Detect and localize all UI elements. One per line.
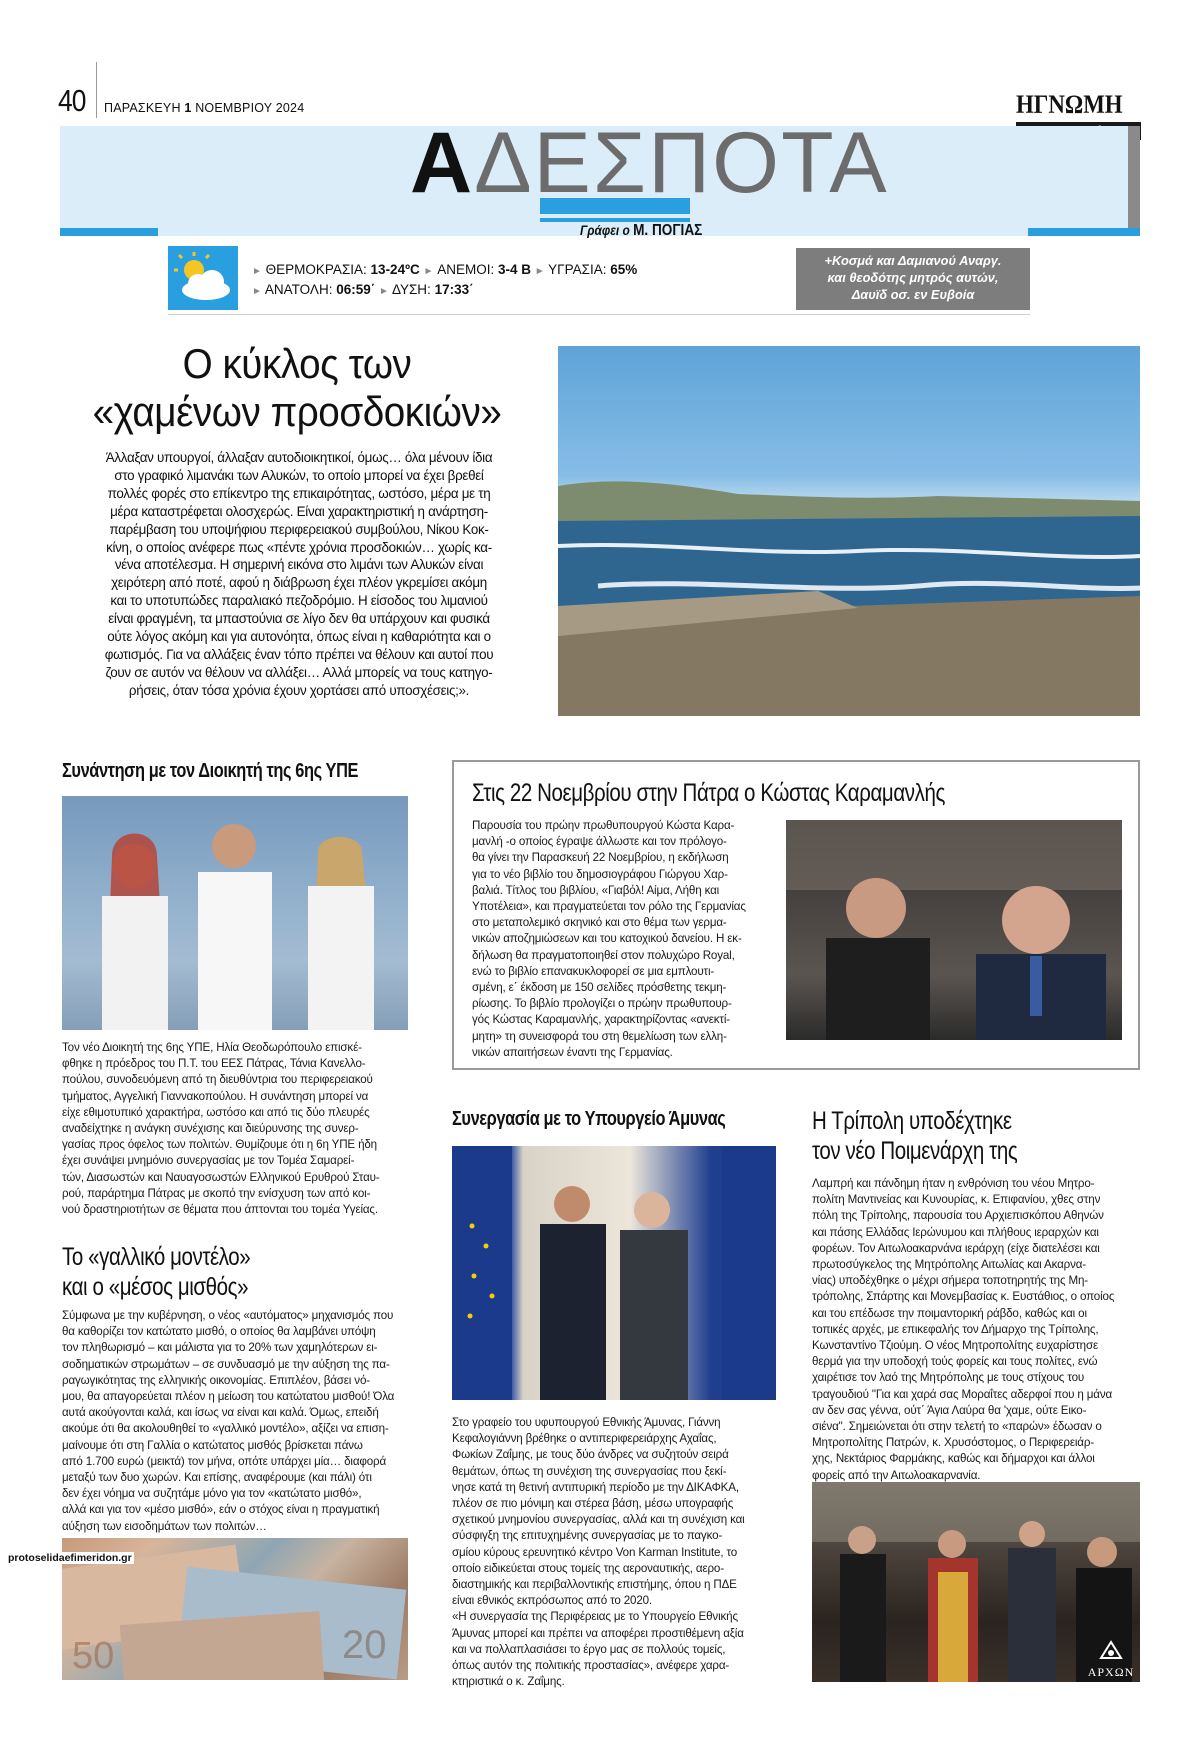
ype-body-line: αναδείχτηκε η ανάγκη συνέχισης και διεύρυνσης της συνερ- bbox=[62, 1122, 359, 1136]
karamanlis-body-line: ρίωσης. Το βιβλίο προλογίζει ο πρώην πρωθυπουρ- bbox=[472, 997, 732, 1011]
karamanlis-title: Στις 22 Νοεμβρίου στην Πάτρα ο Κώστας Καραμανλής bbox=[472, 779, 945, 807]
tripoli-body-line: αν δεν σας γέννα, ούτ΄ Άγια Λαύρα θα 'χαμε, ούτε Εικο- bbox=[812, 1403, 1087, 1417]
tripoli-body-line: Κωνσταντίνο Τζιούμη. Ο νέος Μητροπολίτης ευχαρίστησε bbox=[812, 1339, 1099, 1353]
defense-body-line: σύσφιγξη της επιτυχημένης συνεργασίας με το παγκο- bbox=[452, 1529, 723, 1543]
archon-logo-text: ΑΡΧΩΝ bbox=[1087, 1665, 1135, 1679]
lead-body-line: στο γραφικό λιμανάκι των Αλυκών, το οποίο μπορεί να έχει βρεθεί bbox=[114, 467, 484, 483]
ype-body-line: είχε εθιμοτυπικό χαρακτήρα, ωστόσο και από τις δύο πλευρές bbox=[62, 1105, 370, 1119]
karamanlis-body-line: θα γίνει την Παρασκευή 22 Νοεμβρίου, η εκδήλωση bbox=[472, 851, 729, 865]
french-body-line: αλλά και για τον «μέσο μισθό», εάν ο στόχος είναι η πραγματική bbox=[62, 1503, 380, 1517]
tripoli-body-line: φορέων. Τον Αιτωλοακαρνάνα ιεράρχη (είχε διατελέσει και bbox=[812, 1241, 1100, 1255]
ype-body-line: τμήματος, Αγγελική Γιαννακοπούλου. Η συνάντηση μπορεί να bbox=[62, 1089, 369, 1103]
lead-body-line: Άλλαξαν υπουργοί, άλλαξαν αυτοδιοικητικοί, όμως… όλα μένουν ίδια bbox=[105, 450, 493, 465]
temp-label: ΘΕΡΜΟΚΡΑΣΙΑ: bbox=[265, 262, 371, 277]
ype-body bbox=[62, 1040, 408, 1218]
ype-body-line: πούλου, συνοδευόμενη από τη διευθύντρια του περιφερειακού bbox=[62, 1073, 373, 1087]
french-body-line: μου, θα απαγορεύεται πλέον η μείωση του κατώτατου μισθού! Όλα bbox=[62, 1390, 395, 1404]
coastline-drawing bbox=[558, 346, 1140, 716]
french-body-line: αυτά ακούγονται καλά, και ίσως να είναι και καλά. Όμως, επειδή bbox=[62, 1406, 379, 1420]
tripoli-body-line: σιένα". Σημειώνεται ότι στην τελετή το «παρών» έδωσαν ο bbox=[812, 1420, 1102, 1434]
saints-box bbox=[796, 248, 1030, 310]
ype-body-line: Τον νέο Διοικητή της 6ης ΥΠΕ, Ηλία Θεοδωρόπουλο επισκέ- bbox=[62, 1041, 362, 1054]
ype-photo bbox=[62, 796, 408, 1030]
karamanlis-photo bbox=[786, 820, 1122, 1040]
defense-body-line: κτηριστικά ο κ. Ζαΐμης. bbox=[452, 1675, 565, 1689]
defense-body-line: και να πολλαπλασιάσει το έργο μας σε πολλούς τομείς, bbox=[452, 1642, 726, 1656]
saints-line-1: +Κοσμά και Δαμιανού Αναργ. bbox=[824, 253, 1002, 268]
archon-logo bbox=[1086, 1640, 1136, 1680]
defense-body-line: Άμυνας μπορεί και πρέπει να αποφέρει προστιθέμενη αξία bbox=[452, 1626, 744, 1640]
defense-photo bbox=[452, 1146, 776, 1400]
karamanlis-body-line: Παρουσία του πρώην πρωθυπουργού Κώστα Καρα- bbox=[472, 819, 735, 832]
karamanlis-body-line: μανλή -ο οποίος έγραψε άλλωστε και τον πρόλογο- bbox=[472, 835, 727, 849]
french-title-line-2: και ο «μέσος μισθός» bbox=[62, 1273, 249, 1301]
karamanlis-body-line: σμένη, ε΄ έκδοση με 150 σελίδες πρόσθετης τεκμη- bbox=[472, 981, 727, 995]
banner-right-bar bbox=[1028, 228, 1140, 236]
tripoli-body-line: χης, Νεκτάριος Φαρμάκης, καθώς και δήμαρχοι και άλλοι bbox=[812, 1452, 1095, 1466]
weather-line-1: ► ΘΕΡΜΟΚΡΑΣΙΑ: 13-24ºC ► ΑΝΕΜΟΙ: 3-4 Β ► ΥΓΡΑΣΙΑ: 65% bbox=[252, 262, 638, 277]
tripoli-body bbox=[812, 1176, 1140, 1484]
defense-body-line: διαστημικής και περιβαλλοντικής επιστήμης, όπου η ΠΔΕ bbox=[452, 1578, 737, 1592]
saints-line-2: και θεοδότης μητρός αυτών, bbox=[827, 270, 999, 285]
byline bbox=[580, 222, 702, 240]
page-number: 40 bbox=[58, 83, 86, 118]
french-body-line: τον πληθωρισμό – και μάλιστα για το 20% των χαμηλότερων ει- bbox=[62, 1341, 378, 1355]
sunrise-label: ΑΝΑΤΟΛΗ: bbox=[264, 282, 337, 297]
ype-body-line: τών, Διασωστών και Ναυαγοσωστών Ελληνικού Ερυθρού Σταυ- bbox=[62, 1170, 380, 1184]
tripoli-body-line: νίας) υποδέχθηκε ο μέχρι σήμερα τοποτηρητής της Μη- bbox=[812, 1274, 1089, 1288]
ype-body-line: νού δραστηριοτήτων σε θέματα που άπτονται του τομέα Υγείας. bbox=[62, 1203, 378, 1217]
tripoli-body-line: και πάσης Ελλάδας Ιερώνυμου και πλήθους ιεραρχών και bbox=[812, 1225, 1099, 1239]
issue-date bbox=[104, 101, 304, 115]
svg-text:50: 50 bbox=[72, 1635, 115, 1677]
ype-body-line: γασίας προς όφελος των πολιτών. Θυμίζουμε ότι η 6η ΥΠΕ ήδη bbox=[62, 1138, 377, 1152]
section-title-first: Α bbox=[410, 115, 475, 211]
banner-left-bar bbox=[60, 228, 158, 236]
tripoli-body-line: τραγουδιού "Για και χαρά σας Μοραΐτες αδερφοί που η μάνα bbox=[812, 1387, 1113, 1401]
page-number-divider bbox=[96, 62, 97, 118]
humidity-value: 65% bbox=[610, 262, 638, 277]
tripoli-body-line: τοπικές αρχές, με επικεφαλής τον Δήμαρχο της Τρίπολης, bbox=[812, 1322, 1099, 1336]
lead-body-line: νένα αποτέλεσμα. Η σημερινή εικόνα στο λιμάνι των Αλυκών είναι bbox=[114, 557, 484, 573]
defense-body-line: πλέον σε πιο μόνιμη και στέρεα βάση, μέσω υπογραφής bbox=[452, 1497, 734, 1511]
karamanlis-body-line: στο μεταπολεμικό σκηνικό και στο θέμα των γερμα- bbox=[472, 916, 727, 930]
lead-body-line: πολλές φορές στο επίκεντρο της επικαιρότητας, ωστόσο, μέρα με τη bbox=[107, 485, 491, 501]
svg-text:20: 20 bbox=[342, 1623, 387, 1667]
defense-body-line: Φωκίων Ζαΐμης, με τους δύο άνδρες να συζητούν σειρά bbox=[452, 1448, 729, 1462]
french-body-line: μεταξύ των δυο χωρών. Και επίσης, αναφέρουμε (και πάλι) ότι bbox=[62, 1471, 372, 1485]
lead-headline-line-2: «χαμένων προσδοκιών» bbox=[92, 388, 502, 435]
lead-body-line: παρέμβαση του υποψήφιου περιφερειακού συμβούλου, Νίκου Κοκ- bbox=[109, 521, 489, 537]
sunrise-value: 06:59΄ bbox=[336, 282, 376, 297]
lead-body-line: και το υποτυπώδες παραλιακό πεζοδρόμιο. Η είσοδος του λιμανιού bbox=[110, 593, 488, 609]
weather-line-2: ► ΑΝΑΤΟΛΗ: 06:59΄ ► ΔΥΣΗ: 17:33΄ bbox=[252, 282, 474, 297]
lead-photo-sea bbox=[558, 346, 1140, 716]
archon-emblem-icon bbox=[1099, 1640, 1123, 1660]
defense-body-line: Στο γραφείο του υφυπουργού Εθνικής Άμυνας, Γιάννη bbox=[452, 1416, 721, 1429]
karamanlis-body-line: νικών αποζημιώσεων και του κατοχικού δανείου. Η εκ- bbox=[472, 932, 742, 946]
date-day: 1 bbox=[184, 101, 192, 115]
defense-body-line: οποίο ειδικεύεται στους τομείς της αεροναυτικής, αερο- bbox=[452, 1561, 724, 1575]
defense-body-line: «Η συνεργασία της Περιφέρειας με το Υπουργείο Εθνικής bbox=[452, 1610, 738, 1624]
french-body-line: θα καθορίζει τον κατώτατο μισθό, ο οποίος θα λαμβάνει υπόψη bbox=[62, 1325, 376, 1339]
sunset-label: ΔΥΣΗ: bbox=[391, 282, 435, 297]
lead-body-line: ζουν σε αυτόν να θέλουν να αλλάξει… Αλλά μπορείς να τους κατηγο- bbox=[105, 664, 493, 680]
french-body-line: Σύμφωνα με την κυβέρνηση, ο νέος «αυτόματος» μηχανισμός που bbox=[62, 1309, 394, 1322]
date-rest: ΝΟΕΜΒΡΙΟΥ 2024 bbox=[191, 101, 305, 115]
tripoli-body-line: Λαμπρή και πάνδημη ήταν η ενθρόνιση του νέου Μητρο- bbox=[812, 1177, 1095, 1190]
ype-body-line: φθηκε η πρόεδρος του Π.Τ. του ΕΕΣ Πάτρας, Τάνια Κανελλο- bbox=[62, 1057, 366, 1071]
defense-body-line: όπως αυτόν της πολιτικής προστασίας», ανέφερε χαρα- bbox=[452, 1659, 730, 1673]
byline-prefix: Γράφει ο bbox=[580, 222, 634, 238]
french-body-line: ακούμε ότι θα ακολουθηθεί το «γαλλικό μοντέλο», αξίζει να επιση- bbox=[62, 1422, 389, 1436]
weather-bottom-rule bbox=[168, 314, 1030, 315]
defense-body bbox=[452, 1415, 776, 1690]
tripoli-body-line: θερμά για την υποδοχή τούς φορείς και τους πολίτες, ενώ bbox=[812, 1355, 1098, 1369]
sunset-value: 17:33΄ bbox=[434, 282, 474, 297]
french-body-line: από 1.700 ευρώ (μεικτά) τον μήνα, οπότε υπάρχει μία… διαφορά bbox=[62, 1454, 387, 1468]
section-title bbox=[410, 115, 889, 211]
officials-handshake-drawing bbox=[452, 1146, 776, 1400]
karamanlis-body-line: μητη» τη συνεισφορά του στη θεμελίωση των ελλη- bbox=[472, 1029, 727, 1043]
tripoli-body-line: και του επέδωσε την ποιμαντορική ράβδο, καθώς και οι bbox=[812, 1306, 1087, 1320]
defense-body-line: σμίου κύρους ερευνητικό κέντρο Von Karman Institute, το bbox=[452, 1545, 738, 1559]
french-title-line-1: Το «γαλλικό μοντέλο» bbox=[62, 1243, 251, 1271]
two-men-drawing bbox=[786, 820, 1122, 1040]
wind-value: 3-4 Β bbox=[497, 262, 531, 277]
french-body bbox=[62, 1308, 408, 1535]
tripoli-title bbox=[812, 1106, 1017, 1166]
french-body-line: ραγωγικότητας της ελληνικής οικονομίας. Επιπλέον, βάσει νό- bbox=[62, 1373, 370, 1387]
karamanlis-body-line: γός Κώστας Καραμανλής, χαρακτηρίζοντας «ανεκτί- bbox=[472, 1013, 730, 1027]
french-body-line: δεν έχει νόημα να συζητάμε μόνο για τον «κατώτατο μισθό», bbox=[62, 1487, 362, 1501]
logo-eta: Η bbox=[1016, 90, 1034, 119]
lead-body-line: χειρότερη από ποτέ, αφού η διάβρωση έχει πλέον γκρεμίσει ακόμη bbox=[111, 575, 487, 591]
tripoli-body-line: πρωτοσύγκελος της Μητρόπολης Αιτωλίας και Ακαρνα- bbox=[812, 1258, 1087, 1272]
french-body-line: μαίνουμε ότι στη Γαλλία ο κατώτατος μισθός βρίσκεται πάνω bbox=[62, 1438, 363, 1452]
weather-icon-box bbox=[168, 246, 238, 310]
ype-body-line: ρού, παράρτημα Πάτρας με σκοπό την ενίσχυση των από κοι- bbox=[62, 1186, 371, 1200]
tripoli-body-line: φορείς από την Αιτωλοακαρνανία. bbox=[812, 1468, 981, 1482]
lead-body-line: φωτισμός. Για να αλλάξεις έναν τόπο πρέπει να θέλουν και αυτοί που bbox=[104, 646, 494, 662]
tripoli-body-line: χαιρέτισε τον λαό της Μητρόπολης με τους στίχους του bbox=[812, 1371, 1085, 1385]
french-body-line: σοδηματικών στρωμάτων – σε συνδυασμό με την αύξηση της πα- bbox=[62, 1357, 390, 1371]
newspaper-logo bbox=[1016, 92, 1123, 118]
section-title-rest: ΔΕΣΠΟΤΑ bbox=[474, 115, 889, 211]
karamanlis-body-line: βαλιά. Τίτλος του βιβλίου, «Γιαβόλ! Αίμα, Λήθη και bbox=[472, 883, 720, 897]
ype-body-line: έχει συνάψει μνημόνιο συνεργασίας με τον Τομέα Σαμαρεί- bbox=[62, 1154, 355, 1168]
defense-title: Συνεργασία με το Υπουργείο Άμυνας bbox=[452, 1108, 726, 1130]
defense-body-line: Κεφαλογιάννη βρέθηκε ο αντιπεριφερειάρχης Αχαΐας, bbox=[452, 1432, 717, 1446]
banner-right-edge bbox=[1128, 126, 1140, 228]
french-title bbox=[62, 1242, 250, 1302]
wind-label: ΑΝΕΜΟΙ: bbox=[437, 262, 498, 277]
french-body-line: αύξηση των εισοδημάτων των πολιτών… bbox=[62, 1519, 267, 1533]
byline-name: Μ. ΠΟΓΙΑΣ bbox=[633, 222, 703, 239]
karamanlis-body bbox=[472, 818, 772, 1061]
defense-body-line: σχετικού μνημονίου συνεργασίας, αλλά και τη συνέχιση και bbox=[452, 1513, 745, 1527]
humidity-label: ΥΓΡΑΣΙΑ: bbox=[548, 262, 611, 277]
lead-headline-line-1: Ο κύκλος των bbox=[182, 340, 412, 387]
lead-body-line: μέρα καταστρέφεται ολοσχερώς. Είναι χαρακτηριστική η ανάρτηση- bbox=[110, 503, 488, 519]
tripoli-body-line: πολίτη Μαντινείας και Κυνουρίας, κ. Επιφανίου, χθες στην bbox=[812, 1193, 1101, 1207]
temp-value: 13-24ºC bbox=[370, 262, 420, 277]
lead-body-line: ρήσεις, όταν τόσα χρόνια έχουν χορτάσει από υποσχέσεις;». bbox=[128, 682, 470, 698]
lead-body-line: ούτε λόγος ακόμη και για αυτονόητα, όπως είναι η καθαριότητα και ο bbox=[107, 629, 491, 645]
karamanlis-body-line: δήλωση θα πραγματοποιηθεί στον πολυχώρο Royal, bbox=[472, 948, 735, 962]
tripoli-body-line: Μητροπολίτης Πατρών, κ. Χρυσόστομος, ο Περιφερειάρ- bbox=[812, 1436, 1094, 1450]
defense-body-line: θεμάτων, όπως τη συνέχιση της συνεργασίας που ξεκί- bbox=[452, 1464, 727, 1478]
three-people-drawing bbox=[62, 796, 408, 1030]
lead-body bbox=[62, 449, 536, 700]
tripoli-title-line-1: Η Τρίπολη υποδέχτηκε bbox=[812, 1107, 1012, 1135]
karamanlis-body-line: Υποτέλεια», και πραγματεύεται τον ρόλο της Γερμανίας bbox=[472, 900, 746, 914]
karamanlis-body-line: ενώ το βιβλίο επανακυκλοφορεί σε μια εμπλουτι- bbox=[472, 964, 715, 978]
saints-line-3: Δαυϊδ οσ. εν Ευβοία bbox=[851, 287, 975, 302]
watermark-site: protoselidaefimeridon.gr bbox=[8, 1552, 132, 1564]
partly-cloudy-icon bbox=[168, 246, 238, 310]
defense-body-line: νησε κατά τη θετινή αντιπυρική περίοδο με την ΔΙΚΑΦΚΑ, bbox=[452, 1480, 739, 1494]
tripoli-title-line-2: τον νέο Ποιμενάρχη της bbox=[812, 1137, 1018, 1165]
tripoli-body-line: τρόπολης, Σπάρτης και Μονεμβασίας κ. Ευστάθιος, ο οποίος bbox=[812, 1290, 1115, 1304]
lead-body-line: κίνη, ο οποίος ανέφερε πως «πέντε χρόνια προσδοκιών… χωρίς κα- bbox=[106, 539, 492, 555]
lead-body-line: είναι φραγμένη, τα μπαστούνια σε λίγο δεν θα υπάρχουν και φυσικά bbox=[108, 611, 490, 627]
karamanlis-body-line: νικών απαιτήσεων έναντι της Γερμανίας. bbox=[472, 1045, 673, 1059]
karamanlis-body-line: για το νέο βιβλίο του δημοσιογράφου Γιώργου Χαρ- bbox=[472, 867, 728, 881]
logo-gnomi: ΓΝΩΜΗ bbox=[1033, 90, 1123, 119]
ype-title: Συνάντηση με τον Διοικητή της 6ης ΥΠΕ bbox=[62, 760, 359, 782]
lead-headline bbox=[81, 340, 513, 436]
tripoli-body-line: πόλη της Τρίπολης, παρουσία του Αρχιεπισκόπου Αθηνών bbox=[812, 1209, 1104, 1223]
date-prefix: ΠΑΡΑΣΚΕΥΗ bbox=[104, 101, 185, 115]
defense-body-line: είναι εθνικός εκπρόσωπος από το 2020. bbox=[452, 1594, 653, 1608]
